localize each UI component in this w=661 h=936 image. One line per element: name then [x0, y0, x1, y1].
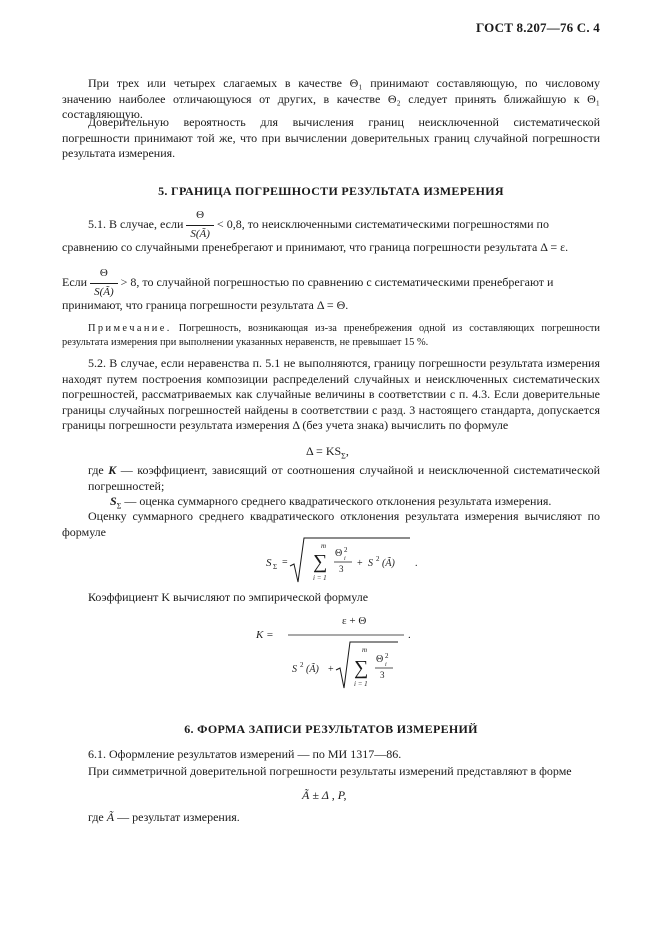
- f2-sum-bottom: i = 1: [313, 574, 327, 582]
- formula-sum-deviation: [260, 534, 440, 590]
- clause-6-1-line: 6.1. Оформление результатов измерений — по МИ 1317—86.: [88, 747, 402, 761]
- ratio-denominator-2: S(Ã): [94, 285, 114, 298]
- ratio-fraction: [186, 208, 214, 242]
- f3-den-sup: 2: [300, 661, 304, 669]
- f2-three: 3: [339, 564, 344, 574]
- f2-sum-top: m: [321, 542, 327, 550]
- page-header: ГОСТ 8.207—76 С. 4: [475, 20, 600, 35]
- where-s-sub: Σ: [116, 501, 122, 511]
- f3-sigma: ∑: [354, 657, 369, 679]
- where-k-definition: [88, 463, 600, 494]
- sum-deviation-paragraph: Оценку суммарного среднего квадратического отклонения результата измерения вычисляют по формуле: [62, 509, 600, 539]
- f2-theta: Θ: [335, 548, 343, 559]
- clause-5-1b-line: [62, 266, 553, 300]
- section-5-title: 5. ГРАНИЦА ПОГРЕШНОСТИ РЕЗУЛЬТАТА ИЗМЕРЕНИЯ: [158, 184, 504, 198]
- where-s-text: — оценка суммарного среднего квадратического отклонения результата измерения.: [124, 494, 552, 508]
- result-text: — результат измерения.: [117, 810, 240, 824]
- f3-theta: Θ: [376, 654, 384, 665]
- f2-s: S: [368, 558, 373, 569]
- clause-5-1b-suffix: > 8, то случайной погрешностью по сравнению с систематическими пренебрегают и: [120, 274, 554, 289]
- formula-delta-end: ,: [345, 444, 349, 458]
- formula-delta-sub: Σ: [341, 451, 346, 461]
- f3-den-arg: (Ã): [306, 664, 319, 675]
- result-where-prefix: где: [88, 810, 104, 824]
- formula-delta-main: Δ = KS: [306, 444, 342, 458]
- clause-5-2-paragraph: 5.2. В случае, если неравенства п. 5.1 не выполняются, границу погрешности результата измерения находят путем построения композиции распределений случайных и неисключенных систематических погрешностей, рассматриваемых как случайные величины в соответствии с п. 4.3. Если доверительные границы случайных погрешностей найдены в соответствии с разд. 3 настоящего стандарта, допускается границы погрешности результата измерения Δ (без учета знака) вычислить по формуле: [62, 356, 600, 432]
- clause-6-1b-line: При симметричной доверительной погрешности результаты измерений представляют в форме: [88, 764, 572, 778]
- formula-delta: [306, 444, 349, 460]
- f3-theta-sub: i: [385, 662, 387, 668]
- section-6-title: 6. ФОРМА ЗАПИСИ РЕЗУЛЬТАТОВ ИЗМЕРЕНИЙ: [184, 722, 478, 736]
- clause-5-1-line-2: сравнению со случайными пренебрегают и принимают, что граница погрешности результата Δ = ε.: [62, 240, 569, 254]
- f3-den-plus: +: [328, 664, 334, 675]
- f3-end: .: [408, 629, 411, 641]
- f2-end: .: [415, 558, 418, 569]
- ratio-numerator-2: Θ: [90, 266, 118, 284]
- where-k-prefix: где: [88, 463, 104, 477]
- note-paragraph: [62, 322, 600, 350]
- formula-coefficient-k: [250, 608, 450, 694]
- f2-arg: (Ã): [382, 558, 395, 569]
- f2-sigma: ∑: [313, 551, 328, 573]
- ratio-numerator: Θ: [186, 208, 214, 226]
- where-s-symbol: S: [110, 494, 117, 508]
- f3-sum-top: m: [362, 646, 368, 654]
- intro-paragraph-2: Доверительную вероятность для вычисления границ неисключенной систематической погрешности принимают той же, что при вычислении доверительных границ случайной погрешности результата измерения.: [62, 115, 600, 160]
- f2-eq: =: [282, 557, 288, 568]
- where-k-text: — коэффициент, зависящий от соотношения случайной и неисключенной систематической погрешностей;: [88, 463, 601, 493]
- clause-5-1b-line-2: принимают, что граница погрешности результата Δ = Θ.: [62, 298, 349, 312]
- ratio-denominator: S(Ã): [190, 227, 210, 240]
- clause-5-1-line: [88, 208, 549, 242]
- f3-three: 3: [380, 670, 385, 680]
- f2-theta-sup: 2: [344, 546, 348, 554]
- intro-paragraph-1: При трех или четырех слагаемых в качестве Θ₁ принимают составляющую, по числовому значению наиболее отличающуюся от других, в качестве Θ₂ следует принять ближайшую к Θ₁ составляющую.: [62, 76, 600, 121]
- clause-5-1-suffix: < 0,8, то неисключенными систематическими погрешностями по: [216, 216, 549, 231]
- f2-lhs: S: [266, 557, 272, 569]
- f3-den-s: S: [292, 664, 297, 675]
- f3-theta-sup: 2: [385, 652, 389, 660]
- f3-lhs: K =: [256, 629, 274, 641]
- where-k-symbol: K: [108, 463, 117, 477]
- result-symbol: Ã: [106, 810, 115, 824]
- note-text: Погрешность, возникающая из-за пренебрежения одной из составляющих погрешности результата измерения при выполнении указанных неравенств, не превышает 15 %.: [62, 323, 600, 348]
- f2-plus: +: [357, 558, 363, 569]
- f2-theta-sub: i: [344, 556, 346, 562]
- coefficient-k-line: Коэффициент K вычисляют по эмпирической формуле: [88, 590, 369, 604]
- note-label: Примечание.: [88, 323, 172, 334]
- ratio-fraction-2: [90, 266, 118, 300]
- f3-num: ε + Θ: [342, 615, 367, 627]
- result-formula: Ã ± Δ , P,: [302, 788, 347, 802]
- f2-s-sup: 2: [376, 555, 380, 563]
- f3-sum-bottom: i = 1: [354, 680, 368, 688]
- result-definition: [88, 810, 240, 826]
- clause-5-1-prefix: 5.1. В случае, если: [88, 216, 184, 231]
- f2-lhs-sub: Σ: [273, 563, 278, 571]
- clause-5-1b-prefix: Если: [62, 274, 88, 289]
